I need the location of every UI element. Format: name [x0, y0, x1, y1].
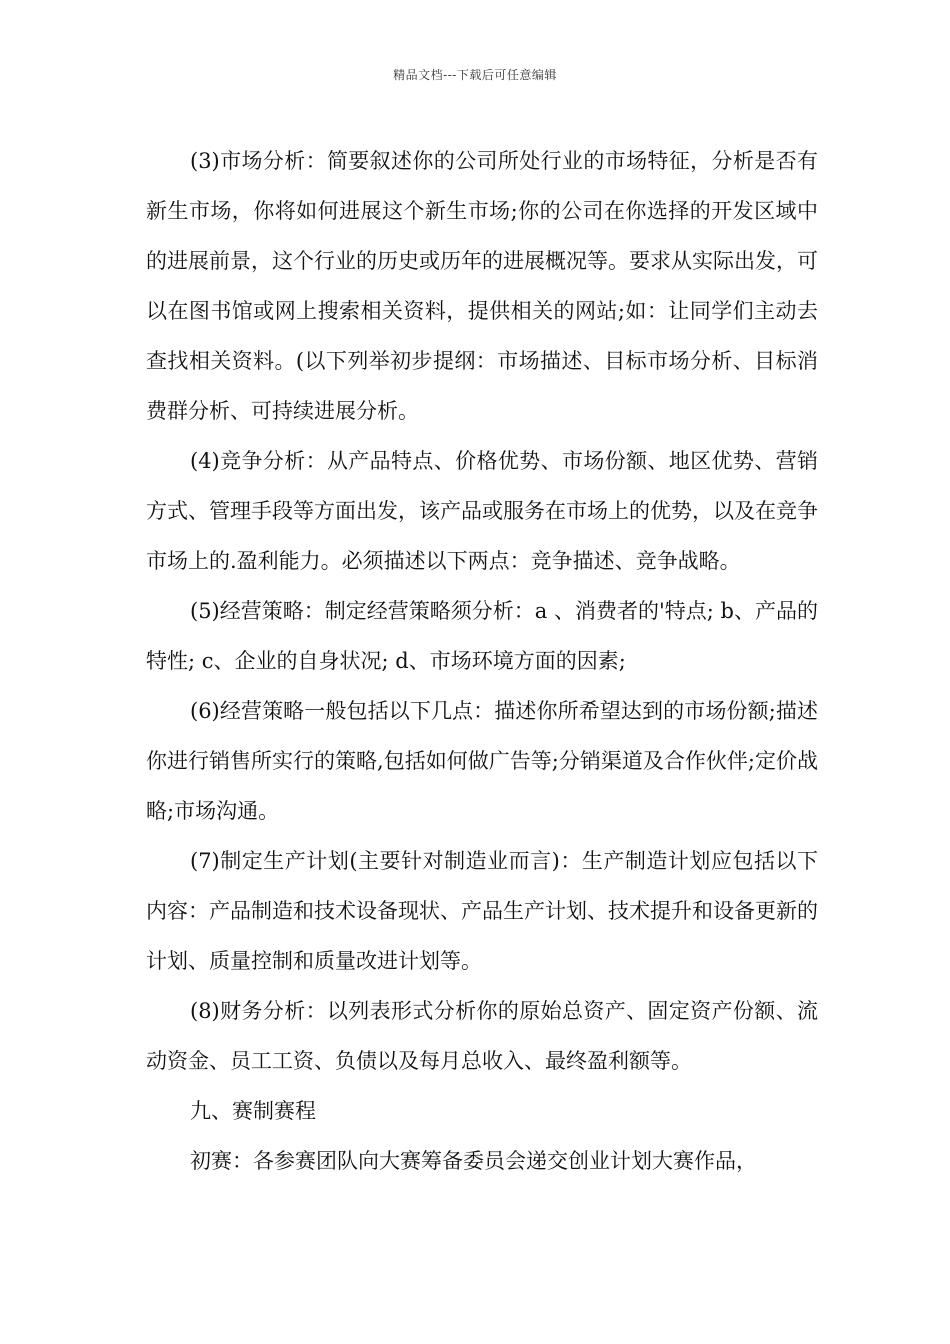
paragraph-strategy-contents: (6)经营策略一般包括以下几点：描述你所希望达到的市场份额;描述你进行销售所实行的策略,包括如何做广告等;分销渠道及合作伙伴;定价战略;市场沟通。 [146, 699, 818, 823]
paragraph-competition-analysis: (4)竞争分析：从产品特点、价格优势、市场份额、地区优势、营销方式、管理手段等方面出发，该产品或服务在市场上的优势，以及在竞争市场上的.盈利能力。必须描述以下两点：竞争描述、竞争战略。 [146, 449, 818, 573]
paragraph-market-analysis: (3)市场分析：简要叙述你的公司所处行业的市场特征，分析是否有新生市场，你将如何进展这个新生市场;你的公司在你选择的开发区域中的进展前景，这个行业的历史或历年的进展概况等。要求从实际出发，可以在图书馆或网上搜索相关资料，提供相关的网站;如：让同学们主动去查找相关资料。(以下列举初步提纲：市场描述、目标市场分析、目标消费群分析、可持续进展分析。 [146, 149, 818, 423]
paragraph-financial-analysis: (8)财务分析：以列表形式分析你的原始总资产、固定资产份额、流动资金、员工工资、负债以及每月总收入、最终盈利额等。 [146, 999, 818, 1073]
page-header: 精品文档---下载后可任意编辑 [393, 68, 557, 82]
paragraph-preliminary-round: 初赛：各参赛团队向大赛筹备委员会递交创业计划大赛作品， [190, 1149, 757, 1173]
paragraph-production-plan: (7)制定生产计划(主要针对制造业而言)：生产制造计划应包括以下内容：产品制造和技术设备现状、产品生产计划、技术提升和设备更新的计划、质量控制和质量改进计划等。 [146, 849, 818, 973]
section-heading-competition-schedule: 九、赛制赛程 [190, 1099, 316, 1123]
document-body [146, 136, 818, 1186]
paragraph-business-strategy: (5)经营策略：制定经营策略须分析：a 、消费者的'特点; b、产品的特性; c、企业的自身状况; d、市场环境方面的因素; [146, 599, 818, 673]
